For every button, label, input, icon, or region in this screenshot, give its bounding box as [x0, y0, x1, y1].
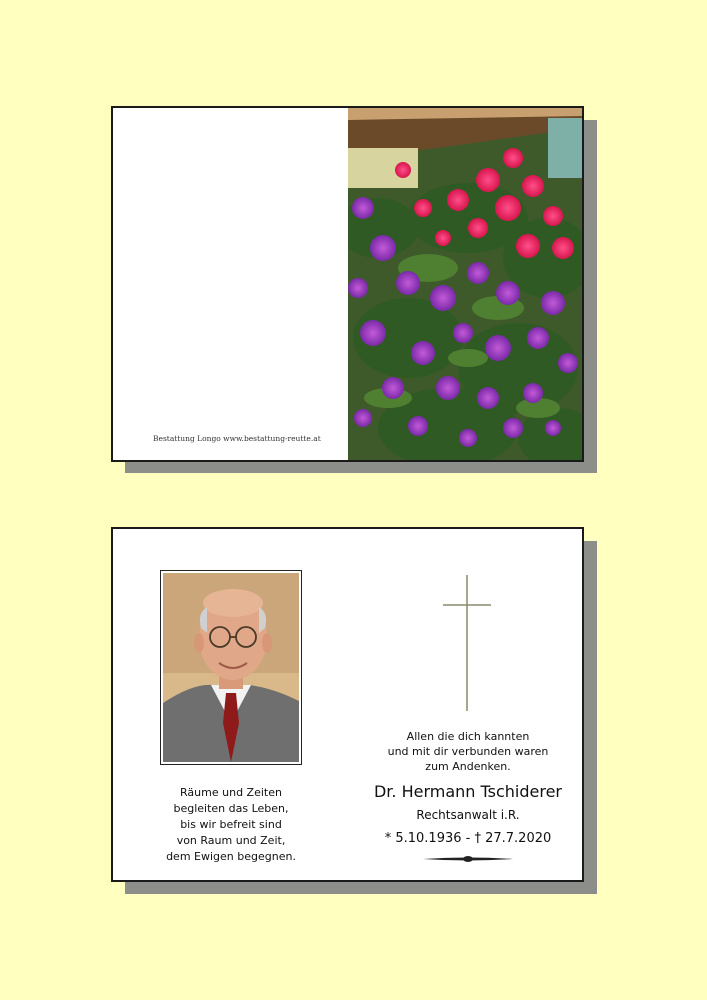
dedication: [343, 729, 593, 774]
rhododendron-photo-icon: [348, 108, 582, 460]
poem-line: Räume und Zeiten: [180, 786, 282, 799]
poem: [143, 785, 319, 865]
dedication-line: Allen die dich kannten: [406, 730, 530, 743]
poem-line: begleiten das Leben,: [173, 802, 289, 815]
dedication-line: zum Andenken.: [425, 760, 511, 773]
deceased-title: Rechtsanwalt i.R.: [416, 808, 520, 822]
poem-line: dem Ewigen begegnen.: [166, 850, 296, 863]
ornament-divider-icon: [423, 855, 513, 863]
dedication-line: und mit dir verbunden waren: [387, 745, 549, 758]
inner-card: [111, 527, 584, 882]
portrait-frame: [160, 570, 302, 765]
poem-line: bis wir befreit sind: [180, 818, 282, 831]
poem-line: von Raum und Zeit,: [176, 834, 286, 847]
deceased-name: Dr. Hermann Tschiderer: [373, 782, 563, 801]
life-dates: * 5.10.1936 - † 27.7.2020: [384, 831, 552, 846]
portrait-photo-icon: [163, 573, 299, 762]
front-card: [111, 106, 584, 462]
cross-icon: [441, 575, 493, 711]
funeral-home-imprint: Bestattung Longo www.bestattung-reutte.at: [153, 434, 321, 443]
